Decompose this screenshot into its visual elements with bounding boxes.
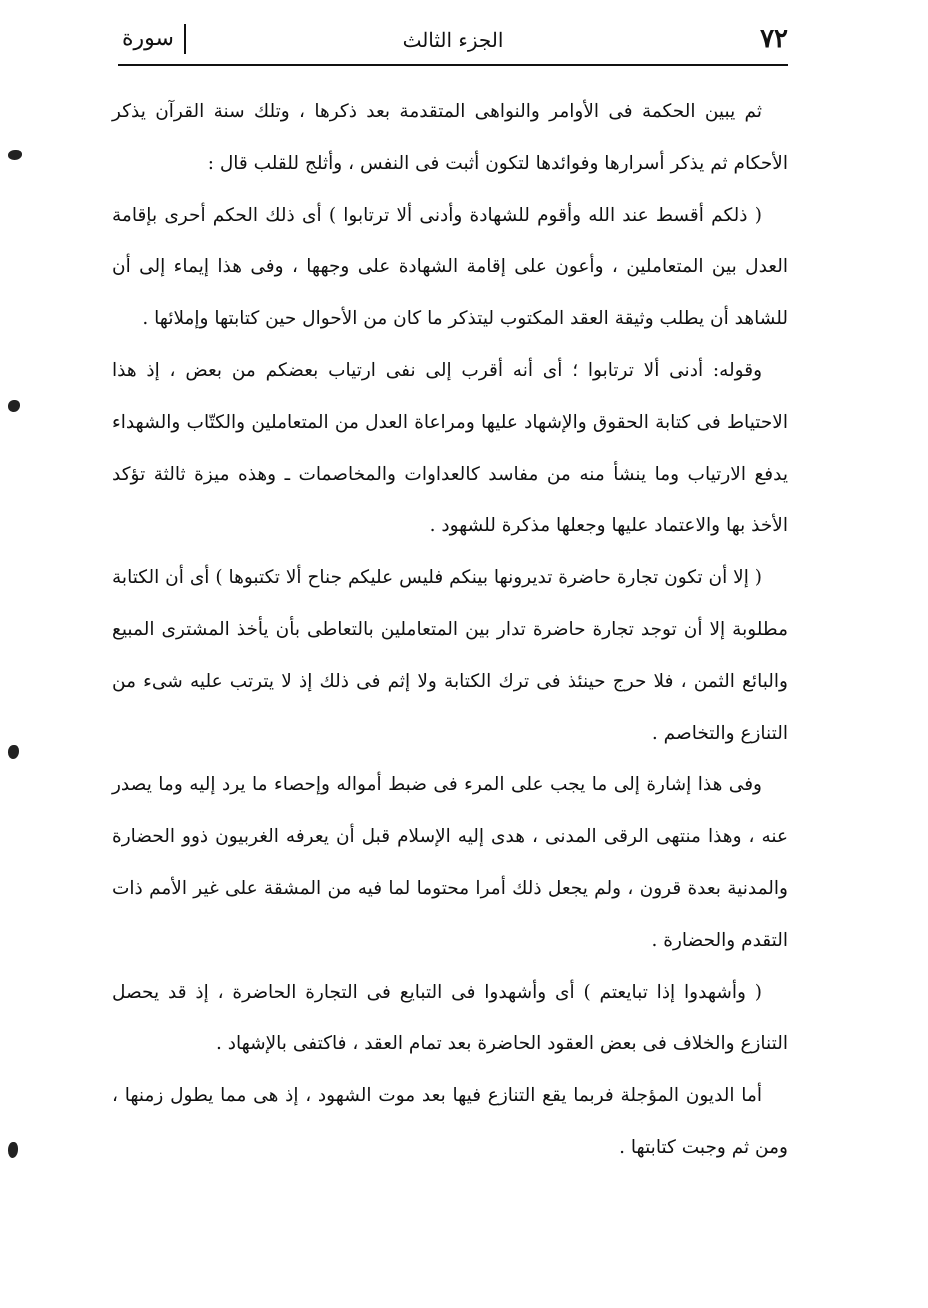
paragraph-7: أما الديون المؤجلة فربما يقع التنازع فيها بعد موت الشهود ، إذ هى مما يطول زمنها ، ومن ثم وجبت كتابتها .	[112, 1085, 788, 1158]
margin-ink-mark	[8, 745, 19, 759]
paragraph-4: ( إلا أن تكون تجارة حاضرة تديرونها بينكم فليس عليكم جناح ألا تكتبوها ) أى أن الكتابة مطلوبة إلا أن توجد تجارة حاضرة تدار بين المتعاملين بالتعاطى بأن يأخذ المشترى المبيع والبائع الثمن ، فلا حرج حينئذ فى ترك الكتابة ولا إثم فى ذلك إذ لا يترتب عليه شىء من التنازع والتخاصم .	[112, 567, 788, 744]
page-number: ٧٢	[760, 24, 788, 54]
paragraph-1: ثم يبين الحكمة فى الأوامر والنواهى المتقدمة بعد ذكرها ، وتلك سنة القرآن يذكر الأحكام ثم يذكر أسرارها وفوائدها لتكون أثبت فى النفس ، وأثلج للقلب قال :	[112, 101, 788, 174]
surah-label: سورة	[118, 24, 186, 54]
part-title: الجزء الثالث	[402, 28, 504, 52]
header-rule	[118, 64, 788, 66]
paragraph-6: ( وأشهدوا إذا تبايعتم ) أى وأشهدوا فى التبايع فى التجارة الحاضرة ، إذ قد يحصل التنازع والخلاف فى بعض العقود الحاضرة بعد تمام العقد ، فاكتفى بالإشهاد .	[112, 981, 788, 1055]
page-body	[112, 86, 788, 1174]
paragraph-5: وفى هذا إشارة إلى ما يجب على المرء فى ضبط أمواله وإحصاء ما يرد إليه وما يصدر عنه ، وهذا منتهى الرقى المدنى ، هدى إليه الإسلام قبل أن يعرفه الغربيون ذوو الحضارة والمدنية بعدة قرون ، ولم يجعل ذلك أمرا محتوما لما فيه من المشقة على غير الأمم ذات التقدم والحضارة .	[112, 774, 788, 951]
margin-ink-mark	[8, 1142, 18, 1158]
margin-ink-mark	[8, 150, 22, 160]
margin-ink-mark	[8, 400, 20, 412]
paragraph-3: وقوله: أدنى ألا ترتابوا ؛ أى أنه أقرب إلى نفى ارتياب بعضكم من بعض ، إذ هذا الاحتياط فى كتابة الحقوق والإشهاد عليها ومراعاة العدل من المتعاملين والكتّاب والشهداء يدفع الارتياب وما ينشأ منه من مفاسد كالعداوات والمخاصمات ـ وهذه ميزة ثالثة تؤكد الأخذ بها والاعتماد عليها وجعلها مذكرة للشهود .	[112, 359, 788, 537]
paragraph-2: ( ذلكم أقسط عند الله وأقوم للشهادة وأدنى ألا ترتابوا ) أى ذلك الحكم أحرى بإقامة العدل بين المتعاملين ، وأعون على إقامة الشهادة على وجهها ، وفى هذا إيماء إلى أن للشاهد أن يطلب وثيقة العقد المكتوب ليتذكر ما كان من الأحوال حين كتابتها وإملائها .	[112, 204, 788, 330]
page-header	[118, 18, 788, 62]
